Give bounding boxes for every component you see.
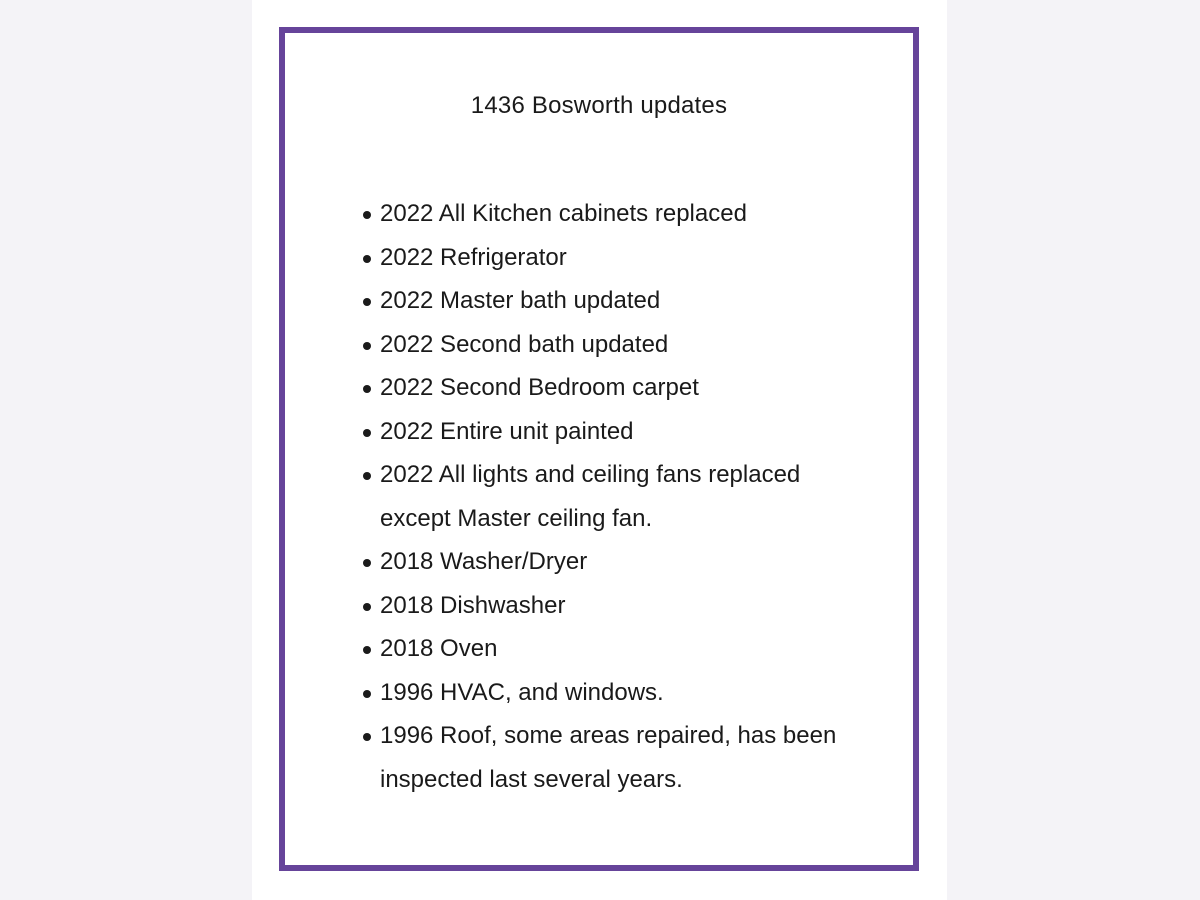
list-item <box>363 584 863 628</box>
list-item-text: 1996 Roof, some areas repaired, has been inspected last several years. <box>380 722 837 793</box>
list-item-text: 2022 Entire unit painted <box>380 417 634 445</box>
list-item-text: 2018 Dishwasher <box>380 591 566 619</box>
list-item-text: 2022 Refrigerator <box>380 243 567 271</box>
card-title: 1436 Bosworth updates <box>470 92 728 119</box>
bullet-icon <box>363 255 371 263</box>
list-item <box>363 192 863 236</box>
bullet-icon <box>363 733 371 741</box>
list-item <box>363 236 863 280</box>
list-item-text: 2018 Oven <box>380 635 498 662</box>
list-item-text: 2018 Washer/Dryer <box>380 548 588 575</box>
updates-list <box>363 192 863 801</box>
bullet-icon <box>363 559 371 567</box>
bullet-icon <box>363 385 371 393</box>
list-item-text: 2022 Master bath updated <box>380 287 661 314</box>
list-item <box>363 540 863 584</box>
list-item <box>363 323 863 367</box>
updates-card <box>279 27 919 871</box>
bullet-icon <box>363 211 371 219</box>
list-item <box>363 627 863 671</box>
list-item <box>363 366 863 410</box>
bullet-icon <box>363 472 371 480</box>
bullet-icon <box>363 429 371 437</box>
list-item <box>363 671 863 715</box>
list-item <box>363 279 863 323</box>
list-item-text: 1996 HVAC, and windows. <box>380 678 664 706</box>
list-item <box>363 453 863 540</box>
list-item-text: 2022 All Kitchen cabinets replaced <box>380 200 747 227</box>
list-item <box>363 410 863 454</box>
list-item <box>363 714 863 801</box>
list-item-text: 2022 All lights and ceiling fans replaced except Master ceiling fan. <box>380 461 801 532</box>
bullet-icon <box>363 342 371 350</box>
bullet-icon <box>363 603 371 611</box>
list-item-text: 2022 Second bath updated <box>380 330 669 358</box>
list-item-text: 2022 Second Bedroom carpet <box>380 374 699 401</box>
bullet-icon <box>363 646 371 654</box>
bullet-icon <box>363 298 371 306</box>
bullet-icon <box>363 690 371 698</box>
